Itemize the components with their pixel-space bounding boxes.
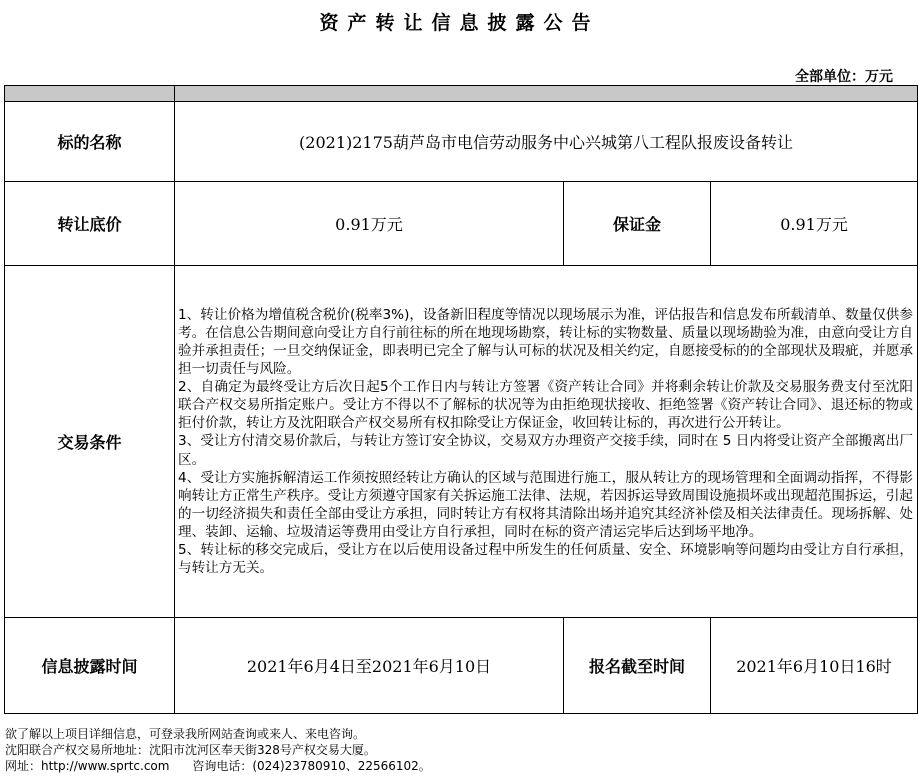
- row-conditions: [5, 266, 918, 618]
- condition-item: 1、转让价格为增值税含税价(税率3%)，设备新旧程度等情况以现场展示为准，评估报告和信息发布所载清单、数量仅供参考。在信息公告期间意向受让方自行前往标的所在地现场勘察，转让标的实物数量、质量以现场勘验为准，由意向受让方自验并承担责任；一旦交纳保证金，即表明已完全了解与认可标的状况及相关约定，自愿接受标的的全部现状及瑕疵，并愿承担一切责任与风险。: [178, 306, 914, 378]
- item-name-value: (2021)2175葫芦岛市电信劳动服务中心兴城第八工程队报废设备转让: [175, 102, 918, 182]
- disclosure-time-value: 2021年6月4日至2021年6月10日: [175, 618, 564, 714]
- registration-deadline-label: 报名截至时间: [564, 618, 711, 714]
- unit-note: 全部单位：万元: [795, 69, 893, 85]
- reserve-price-label: 转让底价: [5, 182, 175, 266]
- condition-item: 5、转让标的移交完成后，受让方在以后使用设备过程中所发生的任何质量、安全、环境影响等问题均由受让方自行承担，与转让方无关。: [178, 542, 914, 577]
- header-band-cell: [5, 86, 175, 102]
- footer-line-inquiry: 欲了解以上项目详细信息，可登录我所网站查询或来人、来电咨询。: [5, 727, 366, 741]
- condition-item: 2、自确定为最终受让方后次日起5个工作日内与转让方签署《资产转让合同》并将剩余转让价款及交易服务费支付至沈阳联合产权交易所指定账户。受让方不得以不了解标的状况等为由拒绝现状接收、拒绝签署《资产转让合同》、退还标的物或拒付价款，转让方及沈阳联合产权交易所有权扣除受让方保证金，收回转让标的，再次进行公开转让。: [178, 379, 914, 432]
- row-item-name: [5, 102, 918, 182]
- conditions-text: [175, 266, 918, 618]
- page-title: 资产转让信息披露公告: [319, 12, 600, 34]
- header-band-cell: [175, 86, 918, 102]
- condition-item: 4、受让方实施拆解清运工作须按照经转让方确认的区域与范围进行施工，服从转让方的现场管理和全面调动指挥，不得影响转让方正常生产秩序。受让方须遵守国家有关拆运施工法律、法规，若因拆运导致周围设施损坏或出现超范围拆运，引起的一切经济损失和责任全部由受让方承担，同时转让方有权将其清除出场并追究其经济补偿及相关法律责任。现场拆解、处理、装卸、运输、垃圾清运等费用由受让方自行承担，同时在标的资产清运完毕后达到场平地净。: [178, 469, 914, 540]
- condition-item: 3、受让方付清交易价款后，与转让方签订安全协议，交易双方办理资产交接手续，同时在 5 日内将受让资产全部搬离出厂区。: [178, 433, 914, 468]
- registration-deadline-value: 2021年6月10日16时: [711, 618, 918, 714]
- disclosure-time-label: 信息披露时间: [5, 618, 175, 714]
- reserve-price-value: 0.91万元: [175, 182, 564, 266]
- conditions-label: 交易条件: [5, 266, 175, 618]
- footer-line-address: 沈阳联合产权交易所地址：沈阳市沈河区奉天街328号产权交易大厦。: [5, 743, 376, 757]
- footer-notes: [5, 726, 431, 774]
- deposit-label: 保证金: [564, 182, 711, 266]
- item-name-label: 标的名称: [5, 102, 175, 182]
- header-band: [5, 86, 918, 102]
- deposit-value: 0.91万元: [711, 182, 918, 266]
- footer-line-contact: 网址：http://www.sprtc.com 咨询电话：(024)23780910、22566102。: [5, 759, 431, 773]
- row-dates: [5, 618, 918, 714]
- row-price: [5, 182, 918, 266]
- announcement-table: [4, 85, 918, 714]
